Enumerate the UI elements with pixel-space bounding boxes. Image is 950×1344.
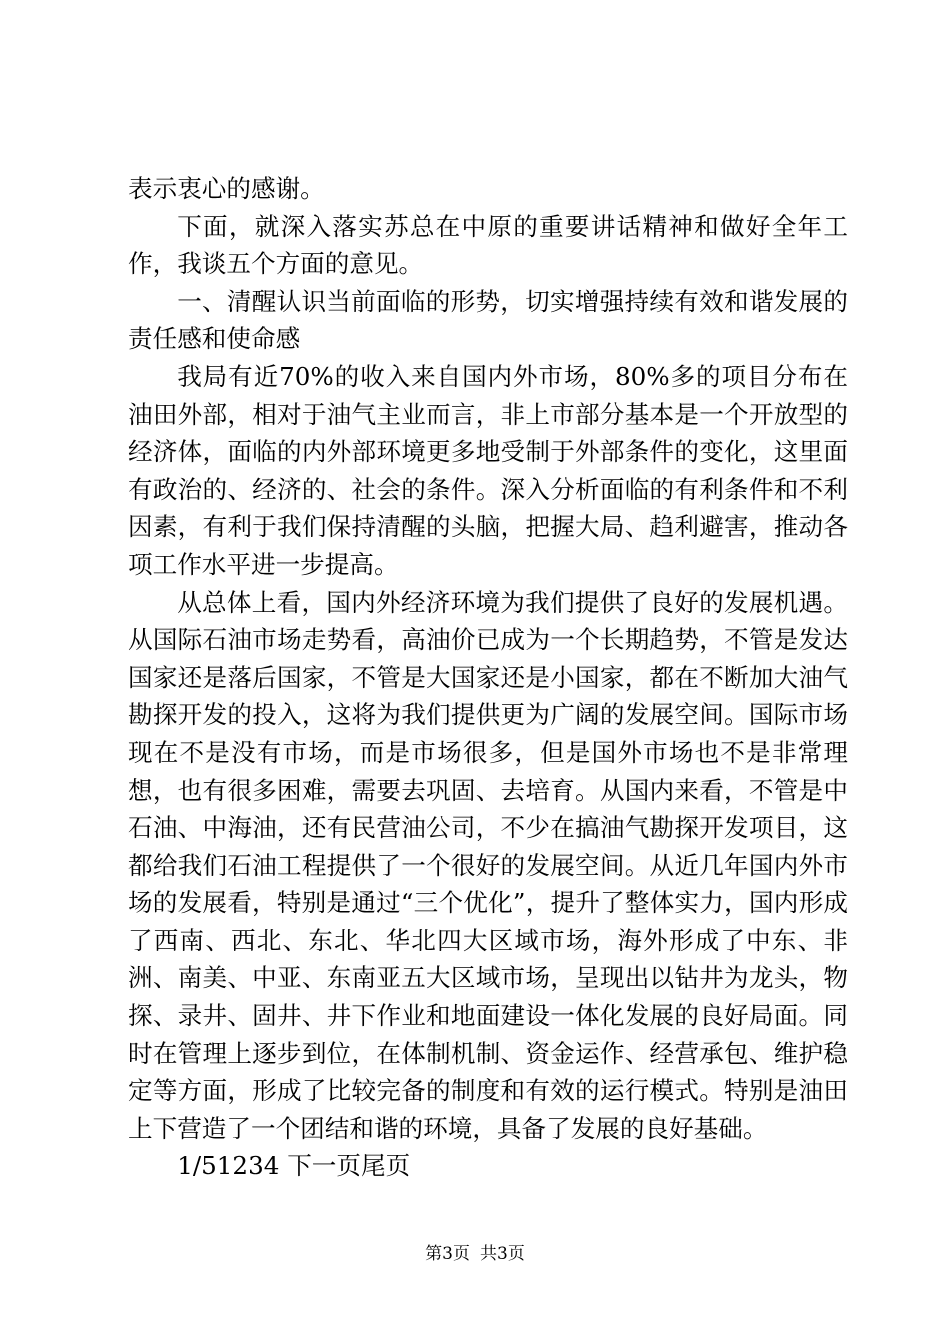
section-heading: 一、清醒认识当前面临的形势，切实增强持续有效和谐发展的责任感和使命感	[128, 286, 848, 354]
last-page-link[interactable]: 尾页	[361, 1151, 411, 1181]
paragraph-2: 下面，就深入落实苏总在中原的重要讲话精神和做好全年工作，我谈五个方面的意见。	[128, 211, 848, 279]
next-page-link[interactable]: 下一页	[287, 1151, 361, 1181]
paragraph-3: 我局有近70%的收入来自国内外市场，80%多的项目分布在油田外部，相对于油气主业而言，非上市部分基本是一个开放型的经济体，面临的内外部环境更多地受制于外部条件的变化，这里面有政治的、经济的、社会的条件。深入分析面临的有利条件和不利因素，有利于我们保持清醒的头脑，把握大局、趋利避害，推动各项工作水平进一步提高。	[128, 361, 848, 579]
page-fraction: 1/5	[177, 1151, 217, 1181]
pagination	[128, 1147, 848, 1185]
document-body	[128, 170, 848, 1185]
paragraph-1: 表示衷心的感谢。	[128, 174, 325, 203]
page-footer	[0, 1242, 950, 1266]
footer-total-pages: 共3页	[480, 1244, 525, 1264]
footer-page-number: 第3页	[425, 1244, 470, 1264]
paragraph-4: 从总体上看，国内外经济环境为我们提供了良好的发展机遇。从国际石油市场走势看，高油价已成为一个长期趋势，不管是发达国家还是落后国家，不管是大国家还是小国家，都在不断加大油气勘探开发的投入，这将为我们提供更为广阔的发展空间。国际市场现在不是没有市场，而是市场很多，但是国外市场也不是非常理想，也有很多困难，需要去巩固、去培育。从国内来看，不管是中石油、中海油，还有民营油公司，不少在搞油气勘探开发项目，这都给我们石油工程提供了一个很好的发展空间。从近几年国内外市场的发展看，特别是通过“三个优化”，提升了整体实力，国内形成了西南、西北、东北、华北四大区域市场，海外形成了中东、非洲、南美、中亚、东南亚五大区域市场，呈现出以钻井为龙头，物探、录井、固井、井下作业和地面建设一体化发展的良好局面。同时在管理上逐步到位，在体制机制、资金运作、经营承包、维护稳定等方面，形成了比较完备的制度和有效的运行模式。特别是油田上下营造了一个团结和谐的环境，具备了发展的良好基础。	[128, 587, 848, 1143]
page-number-links[interactable]: 1234	[216, 1151, 280, 1181]
